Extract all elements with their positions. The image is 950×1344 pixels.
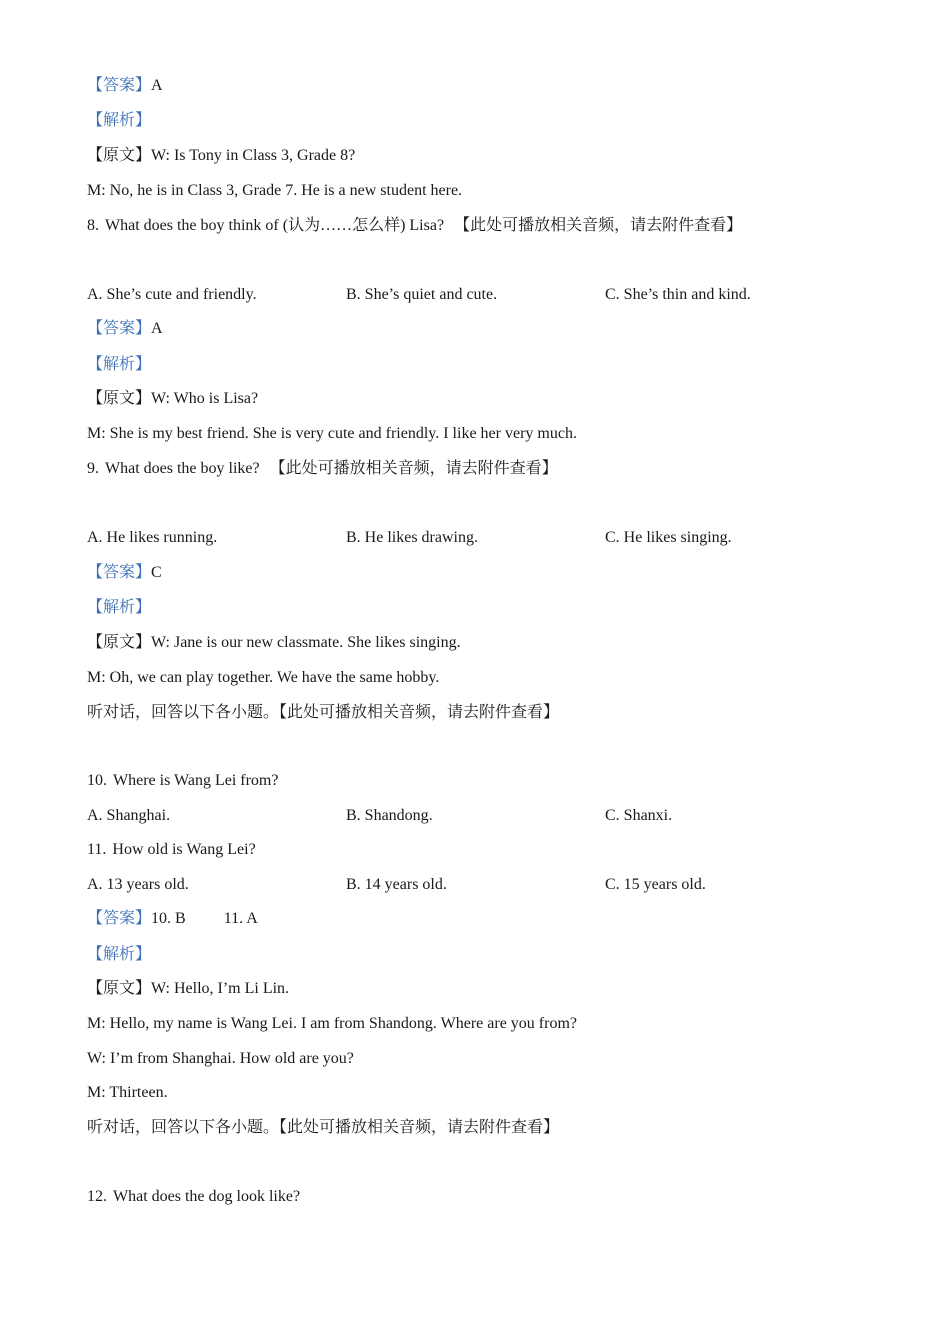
transcript-line: M: Oh, we can play together. We have the same hobby. (87, 669, 440, 686)
transcript-line (87, 389, 258, 409)
audio-note: 【此处可播放相关音频，请去附件查看】 (454, 217, 743, 234)
question-text: How old is Wang Lei? (112, 841, 256, 858)
analysis-line-q8 (87, 355, 151, 375)
answer-value: A (151, 320, 163, 337)
option-c: C. She’s thin and kind. (605, 286, 751, 303)
answer-label: 【答案】 (87, 910, 152, 927)
question-9 (87, 459, 558, 479)
answer-line-q10-11 (87, 909, 258, 929)
question-text: What does the boy think of (认为……怎么样) Lisa? (105, 217, 445, 234)
transcript-line (87, 979, 289, 999)
option-a: A. Shanghai. (87, 807, 171, 824)
answer-value: 10. B (151, 910, 186, 927)
question-12 (87, 1187, 300, 1207)
answer-value: 11. A (223, 910, 258, 927)
transcript-text: W: Is Tony in Class 3, Grade 8? (151, 147, 356, 164)
option-a: A. 13 years old. (87, 876, 189, 893)
audio-note: 【此处可播放相关音频，请去附件查看】 (279, 704, 560, 721)
group-intro (87, 1118, 559, 1138)
question-10 (87, 771, 278, 791)
answer-label: 【答案】 (87, 564, 152, 581)
transcript-line: W: I’m from Shanghai. How old are you? (87, 1050, 354, 1067)
answer-line-q8 (87, 319, 163, 339)
analysis-line-q9 (87, 598, 151, 618)
original-label: 【原文】 (87, 390, 152, 407)
question-number: 11. (87, 841, 107, 858)
analysis-label: 【解析】 (87, 112, 152, 129)
question-number: 10. (87, 772, 107, 789)
question-11 (87, 840, 256, 860)
group-intro-text: 听对话，回答以下各小题。 (87, 704, 280, 721)
option-b: B. 14 years old. (346, 876, 447, 893)
transcript-line: M: She is my best friend. She is very cute and friendly. I like her very much. (87, 425, 577, 442)
option-a: A. She’s cute and friendly. (87, 286, 257, 303)
audio-note: 【此处可播放相关音频，请去附件查看】 (279, 1119, 560, 1136)
answer-label: 【答案】 (87, 77, 152, 94)
analysis-label: 【解析】 (87, 599, 152, 616)
question-text: Where is Wang Lei from? (113, 772, 279, 789)
transcript-line (87, 146, 355, 166)
question-8 (87, 216, 742, 236)
option-b: B. Shandong. (346, 807, 433, 824)
transcript-line: M: Hello, my name is Wang Lei. I am from Shandong. Where are you from? (87, 1015, 577, 1032)
answer-value: C (151, 564, 162, 581)
original-label: 【原文】 (87, 147, 152, 164)
group-intro (87, 703, 559, 723)
option-b: B. He likes drawing. (346, 529, 478, 546)
original-label: 【原文】 (87, 634, 152, 651)
original-label: 【原文】 (87, 980, 152, 997)
analysis-label: 【解析】 (87, 946, 152, 963)
answer-line-q7 (87, 76, 163, 96)
question-text: What does the dog look like? (113, 1188, 301, 1205)
answer-label: 【答案】 (87, 320, 152, 337)
transcript-line: M: No, he is in Class 3, Grade 7. He is a new student here. (87, 182, 463, 199)
analysis-line-q10-11 (87, 945, 151, 965)
transcript-text: W: Hello, I’m Li Lin. (151, 980, 290, 997)
group-intro-text: 听对话，回答以下各小题。 (87, 1119, 280, 1136)
question-number: 12. (87, 1188, 107, 1205)
analysis-label: 【解析】 (87, 356, 152, 373)
option-c: C. 15 years old. (605, 876, 706, 893)
transcript-line (87, 633, 461, 653)
transcript-line: M: Thirteen. (87, 1084, 168, 1101)
question-number: 8. (87, 217, 99, 234)
transcript-text: W: Who is Lisa? (151, 390, 259, 407)
answer-line-q9 (87, 563, 162, 583)
audio-note: 【此处可播放相关音频，请去附件查看】 (269, 460, 558, 477)
answer-value: A (151, 77, 163, 94)
option-c: C. Shanxi. (605, 807, 673, 824)
transcript-text: W: Jane is our new classmate. She likes singing. (151, 634, 461, 651)
option-a: A. He likes running. (87, 529, 218, 546)
analysis-line-q7 (87, 111, 151, 131)
option-b: B. She’s quiet and cute. (346, 286, 498, 303)
option-c: C. He likes singing. (605, 529, 732, 546)
question-number: 9. (87, 460, 99, 477)
question-text: What does the boy like? (105, 460, 260, 477)
